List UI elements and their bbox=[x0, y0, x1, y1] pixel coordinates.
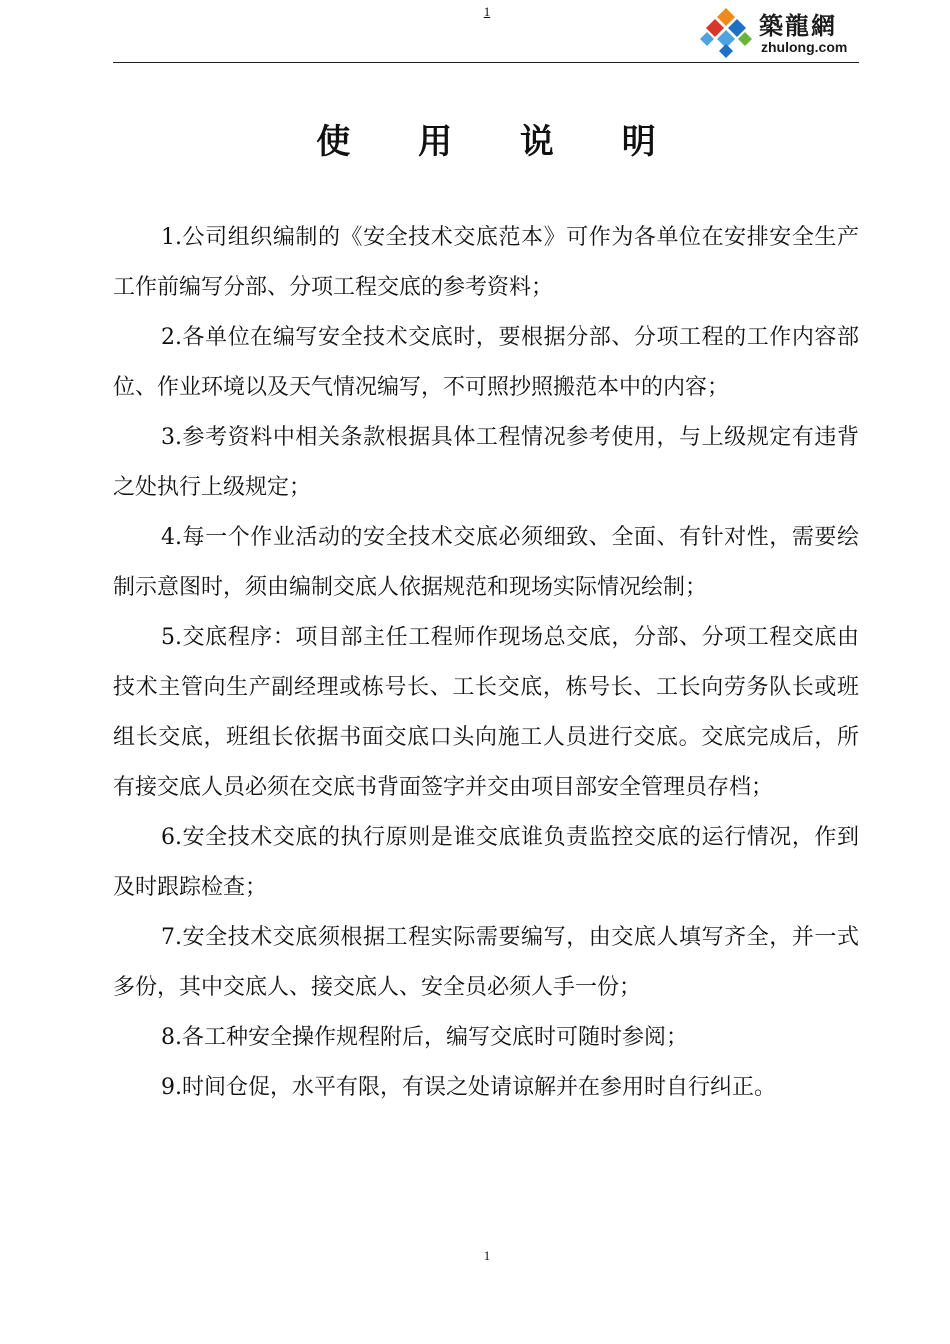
paragraph-2: 2.各单位在编写安全技术交底时，要根据分部、分项工程的工作内容部位、作业环境以及天气情况编写，不可照抄照搬范本中的内容； bbox=[113, 325, 859, 400]
header-divider bbox=[113, 62, 859, 63]
paragraph-7: 7.安全技术交底须根据工程实际需要编写，由交底人填写齐全，并一式多份，其中交底人、接交底人、安全员必须人手一份； bbox=[113, 925, 859, 1000]
paragraph-1: 1.公司组织编制的《安全技术交底范本》可作为各单位在安排安全生产工作前编写分部、分项工程交底的参考资料； bbox=[113, 225, 859, 300]
logo-url: zhulong.com bbox=[761, 39, 848, 55]
paragraph-4: 4.每一个作业活动的安全技术交底必须细致、全面、有针对性，需要绘制示意图时，须由编制交底人依据规范和现场实际情况绘制； bbox=[113, 525, 859, 600]
document-body bbox=[113, 213, 859, 1113]
header-page-number: 1 bbox=[483, 4, 491, 19]
logo-name: 築龍網 bbox=[759, 11, 837, 40]
footer-page-number: 1 bbox=[483, 1248, 491, 1263]
paragraph-6: 6.安全技术交底的执行原则是谁交底谁负责监控交底的运行情况，作到及时跟踪检查； bbox=[113, 825, 859, 900]
document-title: 使 用 说 明 bbox=[316, 122, 684, 162]
paragraph-8: 8.各工种安全操作规程附后，编写交底时可随时参阅； bbox=[161, 1025, 688, 1050]
paragraph-5: 5.交底程序：项目部主任工程师作现场总交底，分部、分项工程交底由技术主管向生产副经理或栋号长、工长交底，栋号长、工长向劳务队长或班组长交底，班组长依据书面交底口头向施工人员进行交底。交底完成后，所有接交底人员必须在交底书背面签字并交由项目部安全管理员存档； bbox=[113, 625, 859, 800]
zhulong-logo[interactable] bbox=[697, 4, 867, 62]
paragraph-9: 9.时间仓促，水平有限，有误之处请谅解并在参用时自行纠正。 bbox=[161, 1075, 776, 1100]
paragraph-3: 3.参考资料中相关条款根据具体工程情况参考使用，与上级规定有违背之处执行上级规定； bbox=[113, 425, 859, 500]
zhulong-logo-icon bbox=[697, 6, 755, 60]
